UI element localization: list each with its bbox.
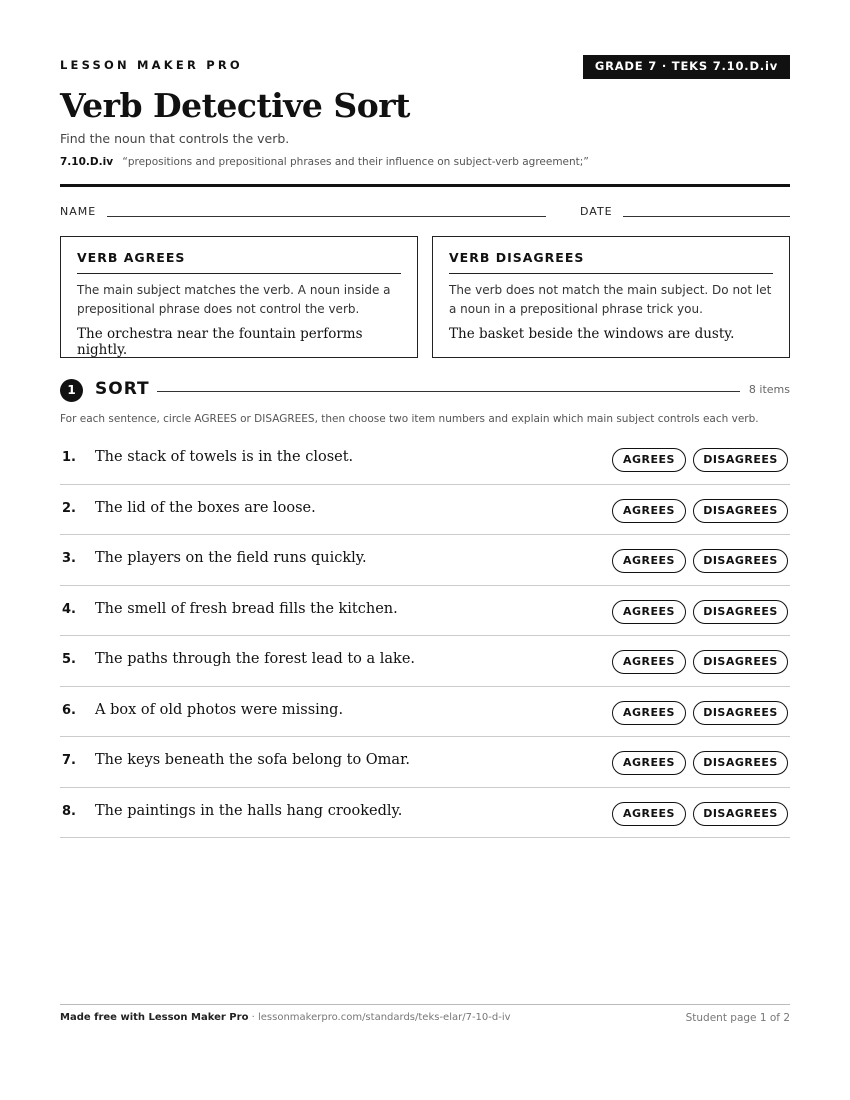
item-number: 6.	[62, 702, 76, 718]
page-subtitle: Find the noun that controls the verb.	[60, 131, 290, 146]
agrees-choice[interactable]: AGREES	[612, 802, 686, 826]
rule-description: The verb does not match the main subject. Do not let a noun in a prepositional phrase trick you.	[449, 283, 772, 316]
section-title: SORT	[95, 379, 150, 399]
page-title: Verb Detective Sort	[60, 86, 410, 125]
agrees-choice[interactable]: AGREES	[612, 701, 686, 725]
item-number: 3.	[62, 551, 76, 566]
list-item	[60, 586, 790, 637]
rule-description: The main subject matches the verb. A noun inside a prepositional phrase does not control the verb.	[77, 283, 391, 316]
item-sentence: A box of old photos were missing.	[95, 701, 344, 718]
section-instructions: For each sentence, circle AGREES or DISAGREES, then choose two item numbers and explain which main subject controls each verb.	[60, 413, 759, 425]
list-item	[60, 737, 790, 788]
item-number: 1.	[62, 450, 76, 465]
disagrees-choice[interactable]: DISAGREES	[693, 448, 788, 472]
rule-example: The basket beside the windows are dusty.	[449, 326, 735, 342]
item-number: 7.	[62, 753, 76, 768]
agrees-choice[interactable]: AGREES	[612, 650, 686, 674]
standard-code: 7.10.D.iv	[60, 156, 114, 168]
item-sentence: The players on the field runs quickly.	[95, 550, 367, 566]
disagrees-choice[interactable]: DISAGREES	[693, 499, 788, 523]
name-field-line[interactable]	[107, 216, 546, 217]
agrees-choice[interactable]: AGREES	[612, 499, 686, 523]
section-number-badge: 1	[60, 379, 83, 402]
rule-example: The orchestra near the fountain performs nightly.	[77, 326, 363, 358]
grade-badge: GRADE 7 · TEKS 7.10.D.iv	[583, 55, 790, 79]
list-item	[60, 535, 790, 586]
list-item	[60, 687, 790, 738]
rule-heading: VERB AGREES	[77, 250, 401, 274]
item-sentence: The stack of towels is in the closet.	[95, 449, 354, 465]
list-item	[60, 485, 790, 536]
rule-box-disagrees	[432, 236, 790, 358]
item-sentence: The keys beneath the sofa belong to Omar.	[95, 752, 411, 768]
agrees-choice[interactable]: AGREES	[612, 448, 686, 472]
date-label: DATE	[580, 205, 613, 218]
rule-box-agrees	[60, 236, 418, 358]
list-item	[60, 636, 790, 687]
disagrees-choice[interactable]: DISAGREES	[693, 751, 788, 775]
item-sentence: The smell of fresh bread fills the kitchen.	[95, 600, 398, 617]
standard-text: “prepositions and prepositional phrases and their influence on subject-verb agreement;”	[122, 156, 589, 168]
name-label: NAME	[60, 205, 97, 218]
item-sentence: The paths through the forest lead to a lake.	[95, 651, 416, 667]
item-number: 8.	[62, 803, 76, 819]
item-sentence: The lid of the boxes are loose.	[95, 499, 316, 516]
item-number: 4.	[62, 601, 76, 617]
disagrees-choice[interactable]: DISAGREES	[693, 549, 788, 573]
brand-name: LESSON MAKER PRO	[60, 58, 243, 72]
footer-divider	[60, 1004, 790, 1005]
list-item	[60, 434, 790, 485]
rule-heading: VERB DISAGREES	[449, 250, 773, 274]
agrees-choice[interactable]: AGREES	[612, 549, 686, 573]
footer-credit	[60, 1012, 511, 1023]
item-number: 5.	[62, 652, 76, 667]
section-divider	[157, 391, 740, 392]
date-field-line[interactable]	[623, 216, 790, 217]
header-divider	[60, 184, 790, 187]
worksheet-page	[60, 0, 790, 1100]
disagrees-choice[interactable]: DISAGREES	[693, 650, 788, 674]
page-indicator: Student page 1 of 2	[685, 1012, 790, 1024]
disagrees-choice[interactable]: DISAGREES	[693, 600, 788, 624]
footer-made-by: Made free with Lesson Maker Pro	[60, 1012, 249, 1023]
item-sentence: The paintings in the halls hang crookedly.	[95, 802, 403, 819]
list-item	[60, 788, 790, 839]
section-header	[60, 378, 790, 402]
disagrees-choice[interactable]: DISAGREES	[693, 802, 788, 826]
item-number: 2.	[62, 500, 76, 516]
agrees-choice[interactable]: AGREES	[612, 751, 686, 775]
disagrees-choice[interactable]: DISAGREES	[693, 701, 788, 725]
sort-item-list	[60, 434, 790, 838]
agrees-choice[interactable]: AGREES	[612, 600, 686, 624]
standard-line	[60, 156, 589, 168]
item-count: 8 items	[748, 383, 790, 396]
footer-url[interactable]: · lessonmakerpro.com/standards/teks-elar/7-10-d-iv	[248, 1012, 511, 1023]
